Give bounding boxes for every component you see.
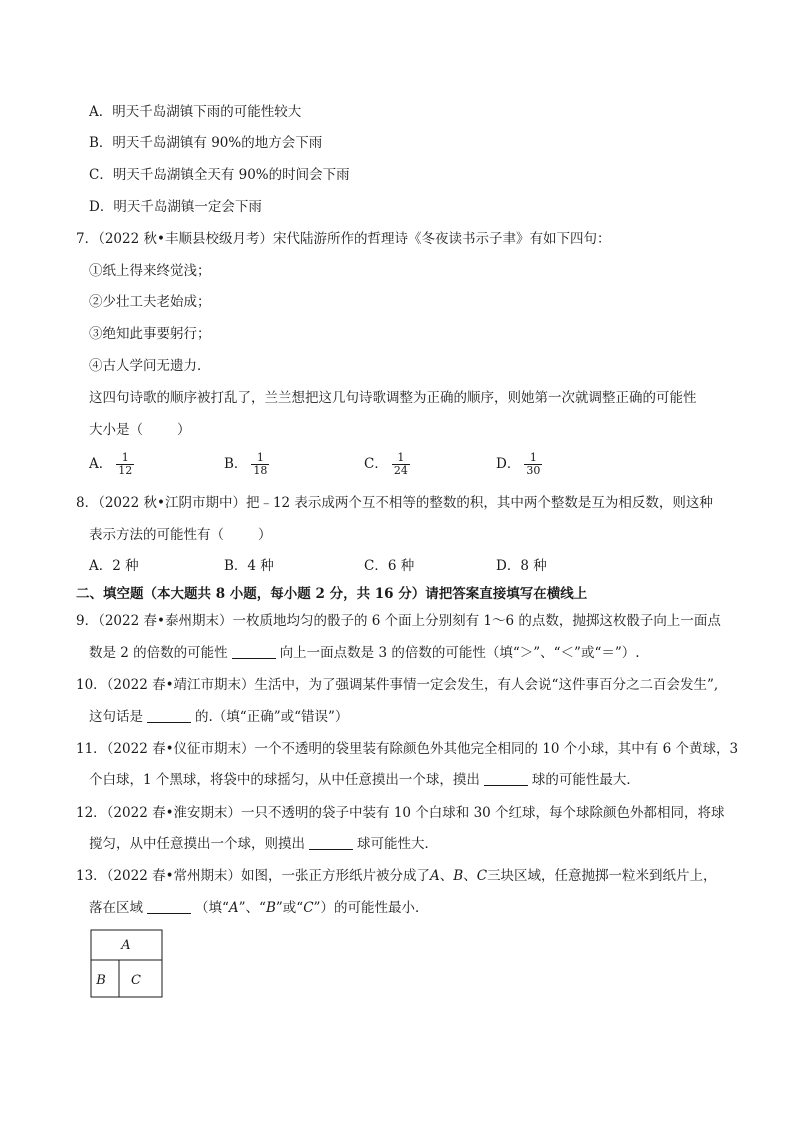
q8-stem: 8．（2022 秋•江阴市期中）把﹣12 表示成两个互不相等的整数的积，其中两个整数是互为相反数，则这种 bbox=[76, 495, 713, 511]
q13-opt-b: B bbox=[265, 900, 276, 916]
q9-text-b: 向上一面点数是 3 的倍数的可能性（填“＞”、“＜”或“＝”）. bbox=[279, 645, 640, 661]
q13-text-a: 落在区域 bbox=[89, 900, 143, 916]
q9-continuation bbox=[89, 643, 640, 663]
q8-option-a: A．2 种 bbox=[89, 558, 139, 574]
q13-sep-2: 、 bbox=[463, 868, 477, 884]
q13-region-b: B bbox=[453, 868, 464, 884]
q7-continuation-2-text: 大小是（ bbox=[89, 422, 143, 438]
q7-continuation-2 bbox=[89, 420, 191, 440]
q12-stem: 12．（2022 春•淮安期末）一只不透明的袋子中装有 10 个白球和 30 个红球，每个球除颜色外都相同，将球 bbox=[76, 805, 725, 821]
q12-text-b: 球可能性大． bbox=[357, 836, 438, 852]
q12-answer-blank bbox=[309, 835, 353, 850]
q7-line-3: ③绝知此事要躬行； bbox=[89, 326, 211, 342]
q7-option-b-label: B． bbox=[224, 456, 248, 472]
q6-option-c: C．明天千岛湖镇全天有 90%的时间会下雨 bbox=[89, 167, 350, 183]
q13-text-c: ”）的可能性最小． bbox=[313, 900, 429, 916]
q7-option-c-fraction bbox=[392, 452, 410, 477]
q7-option-c-num: 1 bbox=[397, 451, 405, 464]
q7-option-d-label: D． bbox=[496, 456, 521, 472]
q10-text-a: 这句话是 bbox=[89, 709, 143, 725]
q13-square-diagram bbox=[90, 929, 164, 999]
q7-option-c-den: 24 bbox=[393, 464, 408, 477]
q7-paren-close: ） bbox=[177, 422, 191, 438]
q7-option-b-num: 1 bbox=[256, 451, 264, 464]
q13-continuation bbox=[89, 898, 428, 918]
q7-line-1: ①纸上得来终觉浅； bbox=[89, 263, 211, 279]
q10-continuation bbox=[89, 707, 348, 727]
diagram-label-a: A bbox=[121, 938, 131, 953]
q13-opt-c: C bbox=[303, 900, 314, 916]
q7-option-d bbox=[496, 452, 542, 477]
q7-option-b-fraction bbox=[251, 452, 269, 477]
q12-text-a: 搅匀，从中任意摸出一个球，则摸出 bbox=[89, 836, 305, 852]
q9-stem: 9．（2022 春•泰州期末）一枚质地均匀的骰子的 6 个面上分别刻有 1～6 的点数，抛掷这枚骰子向上一面点 bbox=[76, 613, 721, 629]
q6-option-d: D．明天千岛湖镇一定会下雨 bbox=[89, 199, 262, 215]
q7-option-d-num: 1 bbox=[529, 451, 537, 464]
q7-option-a bbox=[89, 452, 134, 477]
q7-line-2: ②少壮工夫老始成； bbox=[89, 294, 211, 310]
q8-option-b: B．4 种 bbox=[224, 558, 274, 574]
q7-option-d-den: 30 bbox=[526, 464, 541, 477]
q6-option-a: A．明天千岛湖镇下雨的可能性较大 bbox=[89, 104, 302, 120]
q7-option-c-label: C． bbox=[364, 456, 388, 472]
q13-sep-1: 、 bbox=[439, 868, 454, 884]
q11-text-b: 球的可能性最大． bbox=[531, 772, 640, 788]
q13-opt-a: A bbox=[228, 900, 239, 916]
q9-text-a: 数是 2 的倍数的可能性 bbox=[89, 645, 228, 661]
q6-option-b: B．明天千岛湖镇有 90%的地方会下雨 bbox=[89, 135, 323, 151]
q8-option-c: C．6 种 bbox=[364, 558, 415, 574]
q7-option-c bbox=[364, 452, 410, 477]
q7-option-b bbox=[224, 452, 269, 477]
q7-stem: 7．（2022 秋•丰顺县校级月考）宋代陆游所作的哲理诗《冬夜读书示子聿》有如下四句： bbox=[76, 231, 611, 247]
section-2-heading: 二、填空题（本大题共 8 小题，每小题 2 分，共 16 分）请把答案直接填写在横线上 bbox=[76, 586, 588, 602]
q13-answer-blank bbox=[147, 899, 191, 914]
q13-stem-b: 三块区域，任意抛掷一粒米到纸片上， bbox=[487, 868, 717, 884]
q10-answer-blank bbox=[147, 708, 191, 723]
q7-option-a-label: A． bbox=[89, 456, 113, 472]
q7-option-a-num: 1 bbox=[121, 451, 129, 464]
q13-region-a: A bbox=[430, 868, 440, 884]
q11-text-a: 个白球，1 个黑球，将袋中的球摇匀，从中任意摸出一个球，摸出 bbox=[89, 772, 480, 788]
q8-option-d: D．8 种 bbox=[496, 558, 547, 574]
q13-stem-a: 13．（2022 春•常州期末）如图，一张正方形纸片被分成了 bbox=[76, 868, 431, 884]
q7-option-a-fraction bbox=[116, 452, 134, 477]
q7-option-d-fraction bbox=[524, 452, 542, 477]
q11-continuation bbox=[89, 770, 640, 790]
diagram-label-b: B bbox=[96, 973, 106, 988]
q8-continuation bbox=[89, 525, 272, 545]
q12-continuation bbox=[89, 834, 438, 854]
q7-line-4: ④古人学问无遗力． bbox=[89, 358, 211, 374]
q11-stem: 11．（2022 春•仪征市期末）一个不透明的袋里装有除颜色外其他完全相同的 10 个小球，其中有 6 个黄球，3 bbox=[76, 741, 739, 757]
q9-answer-blank bbox=[232, 644, 276, 659]
diagram-label-c: C bbox=[131, 973, 141, 988]
q13-text-b: （填“ bbox=[195, 900, 229, 916]
q10-text-b: 的.（填“正确”或“错误”） bbox=[195, 709, 349, 725]
q11-answer-blank bbox=[484, 771, 528, 786]
q8-paren-close: ） bbox=[258, 527, 272, 543]
q13-stem bbox=[76, 866, 717, 886]
q13-quote-sep-1: ”、“ bbox=[238, 900, 266, 916]
q7-option-b-den: 18 bbox=[253, 464, 268, 477]
q8-continuation-text: 表示方法的可能性有（ bbox=[89, 527, 224, 543]
q13-quote-sep-2: ”或“ bbox=[275, 900, 304, 916]
q10-stem: 10．（2022 春•靖江市期末）生活中，为了强调某件事情一定会发生，有人会说“这件事百分之二百会发生”, bbox=[76, 677, 719, 693]
q13-region-c: C bbox=[476, 868, 488, 884]
q7-option-a-den: 12 bbox=[118, 464, 133, 477]
q7-continuation-1: 这四句诗歌的顺序被打乱了，兰兰想把这几句诗歌调整为正确的顺序，则她第一次就调整正确的可能性 bbox=[89, 390, 697, 406]
